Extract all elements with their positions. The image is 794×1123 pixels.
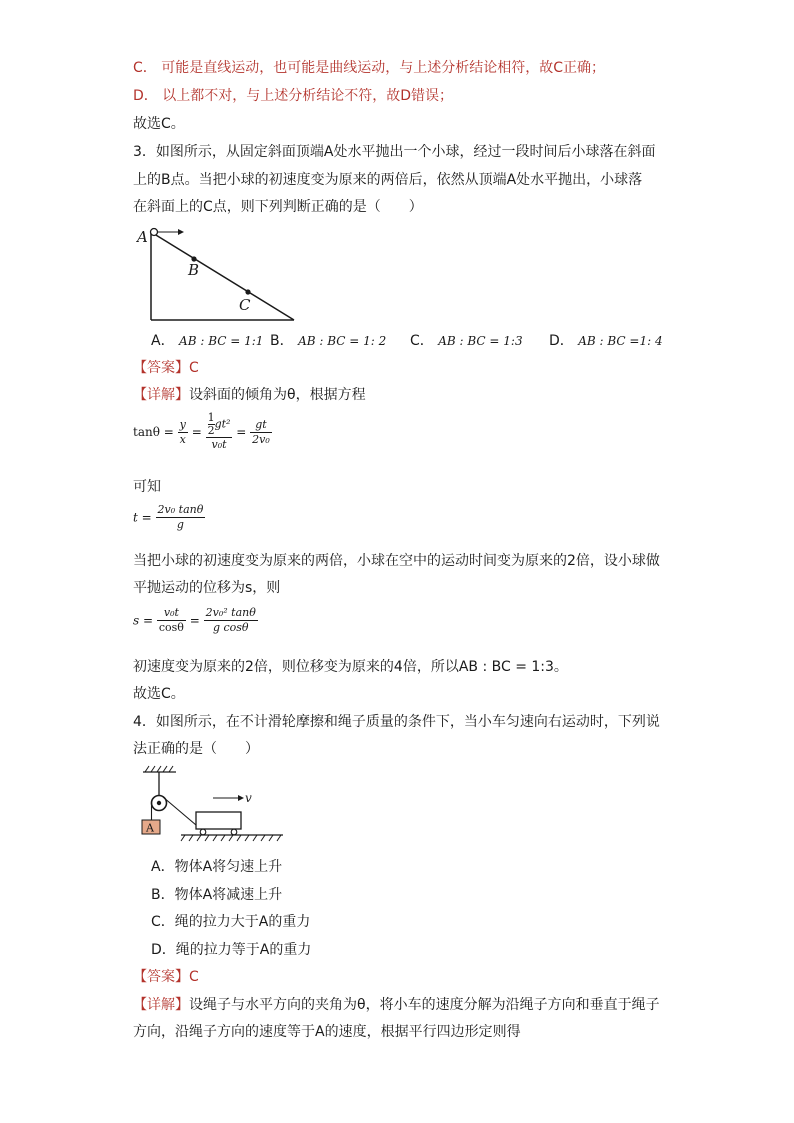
- block-a-label: A: [146, 821, 154, 835]
- q3-option-c: C． AB : BC = 1:3: [410, 333, 523, 349]
- q3-equation-displacement: s = $\frac{\text{v₀t}}{\cos\theta}$ = $\frac{\text{2v₀² tanθ}}{\text{g cosθ}}$: [133, 606, 256, 634]
- q3-text3: 初速度变为原来的2倍，则位移变为原来的4倍，所以AB : BC = 1:3。: [133, 659, 568, 675]
- q3-stem-line1: 3．如图所示，从固定斜面顶端A处水平抛出一个小球，经过一段时间后小球落在斜面: [133, 144, 656, 160]
- velocity-label: v: [245, 791, 252, 805]
- prev-choose: 故选C。: [133, 116, 185, 132]
- cart: [196, 812, 241, 829]
- cart-wheel-right: [231, 829, 237, 835]
- prev-option-d: D． 以上都不对，与上述分析结论不符，故D错误；: [133, 88, 454, 104]
- q3-detail-intro: 【详解】设斜面的倾角为θ，根据方程: [133, 387, 366, 403]
- q3-can-know: 可知: [133, 479, 161, 495]
- q4-pulley-figure: [133, 763, 293, 853]
- rope-slanted: [163, 797, 196, 825]
- q4-detail-line2: 方向，沿绳子方向的速度等于A的速度，根据平行四边形定则得: [133, 1024, 521, 1040]
- incline-slope: [151, 232, 294, 320]
- q4-option-d: D．绳的拉力等于A的重力: [151, 942, 312, 958]
- q4-option-b: B．物体A将减速上升: [151, 887, 283, 903]
- q3-answer: 【答案】C: [133, 360, 199, 376]
- ball-icon: [151, 229, 158, 236]
- q4-detail-line1: 【详解】设绳子与水平方向的夹角为θ，将小车的速度分解为沿绳子方向和垂直于绳子: [133, 997, 660, 1013]
- q3-incline-figure: [136, 222, 301, 326]
- q3-option-a: A． AB : BC = 1:1: [151, 333, 264, 349]
- q3-stem-line2: 上的B点。当把小球的初速度变为原来的两倍后，依然从顶端A处水平抛出，小球落: [133, 172, 643, 188]
- q4-stem-line2: 法正确的是（ ）: [133, 741, 259, 757]
- point-c-dot: [245, 289, 250, 294]
- q4-answer: 【答案】C: [133, 969, 199, 985]
- q3-option-b: B． AB : BC = 1: 2: [270, 333, 387, 349]
- q4-option-a: A．物体A将匀速上升: [151, 859, 283, 875]
- q3-equation-time: t = $\frac{\text{2v₀ tanθ}}{g}$: [133, 503, 204, 531]
- q3-choose: 故选C。: [133, 686, 185, 702]
- q4-stem-line1: 4．如图所示，在不计滑轮摩擦和绳子质量的条件下，当小车匀速向右运动时，下列说: [133, 714, 660, 730]
- label-c: C: [239, 296, 251, 314]
- label-a: A: [137, 228, 148, 246]
- q3-text2: 平抛运动的位移为s，则: [133, 580, 281, 596]
- label-b: B: [188, 261, 200, 279]
- q3-stem-line3: 在斜面上的C点，则下列判断正确的是（ ）: [133, 199, 423, 215]
- q3-text1: 当把小球的初速度变为原来的两倍，小球在空中的运动时间变为原来的2倍，设小球做: [133, 553, 660, 569]
- prev-option-c: C． 可能是直线运动，也可能是曲线运动，与上述分析结论相符，故C正确；: [133, 60, 605, 76]
- q3-option-d: D． AB : BC =1: 4: [549, 333, 663, 349]
- q3-equation-tan: tanθ = $\frac{y}{x}$ = $\frac{1}{2}$ gt² v₀t = $\frac{gt}{\text{2v₀}}$: [133, 411, 270, 451]
- cart-wheel-left: [200, 829, 206, 835]
- q4-option-c: C．绳的拉力大于A的重力: [151, 914, 311, 930]
